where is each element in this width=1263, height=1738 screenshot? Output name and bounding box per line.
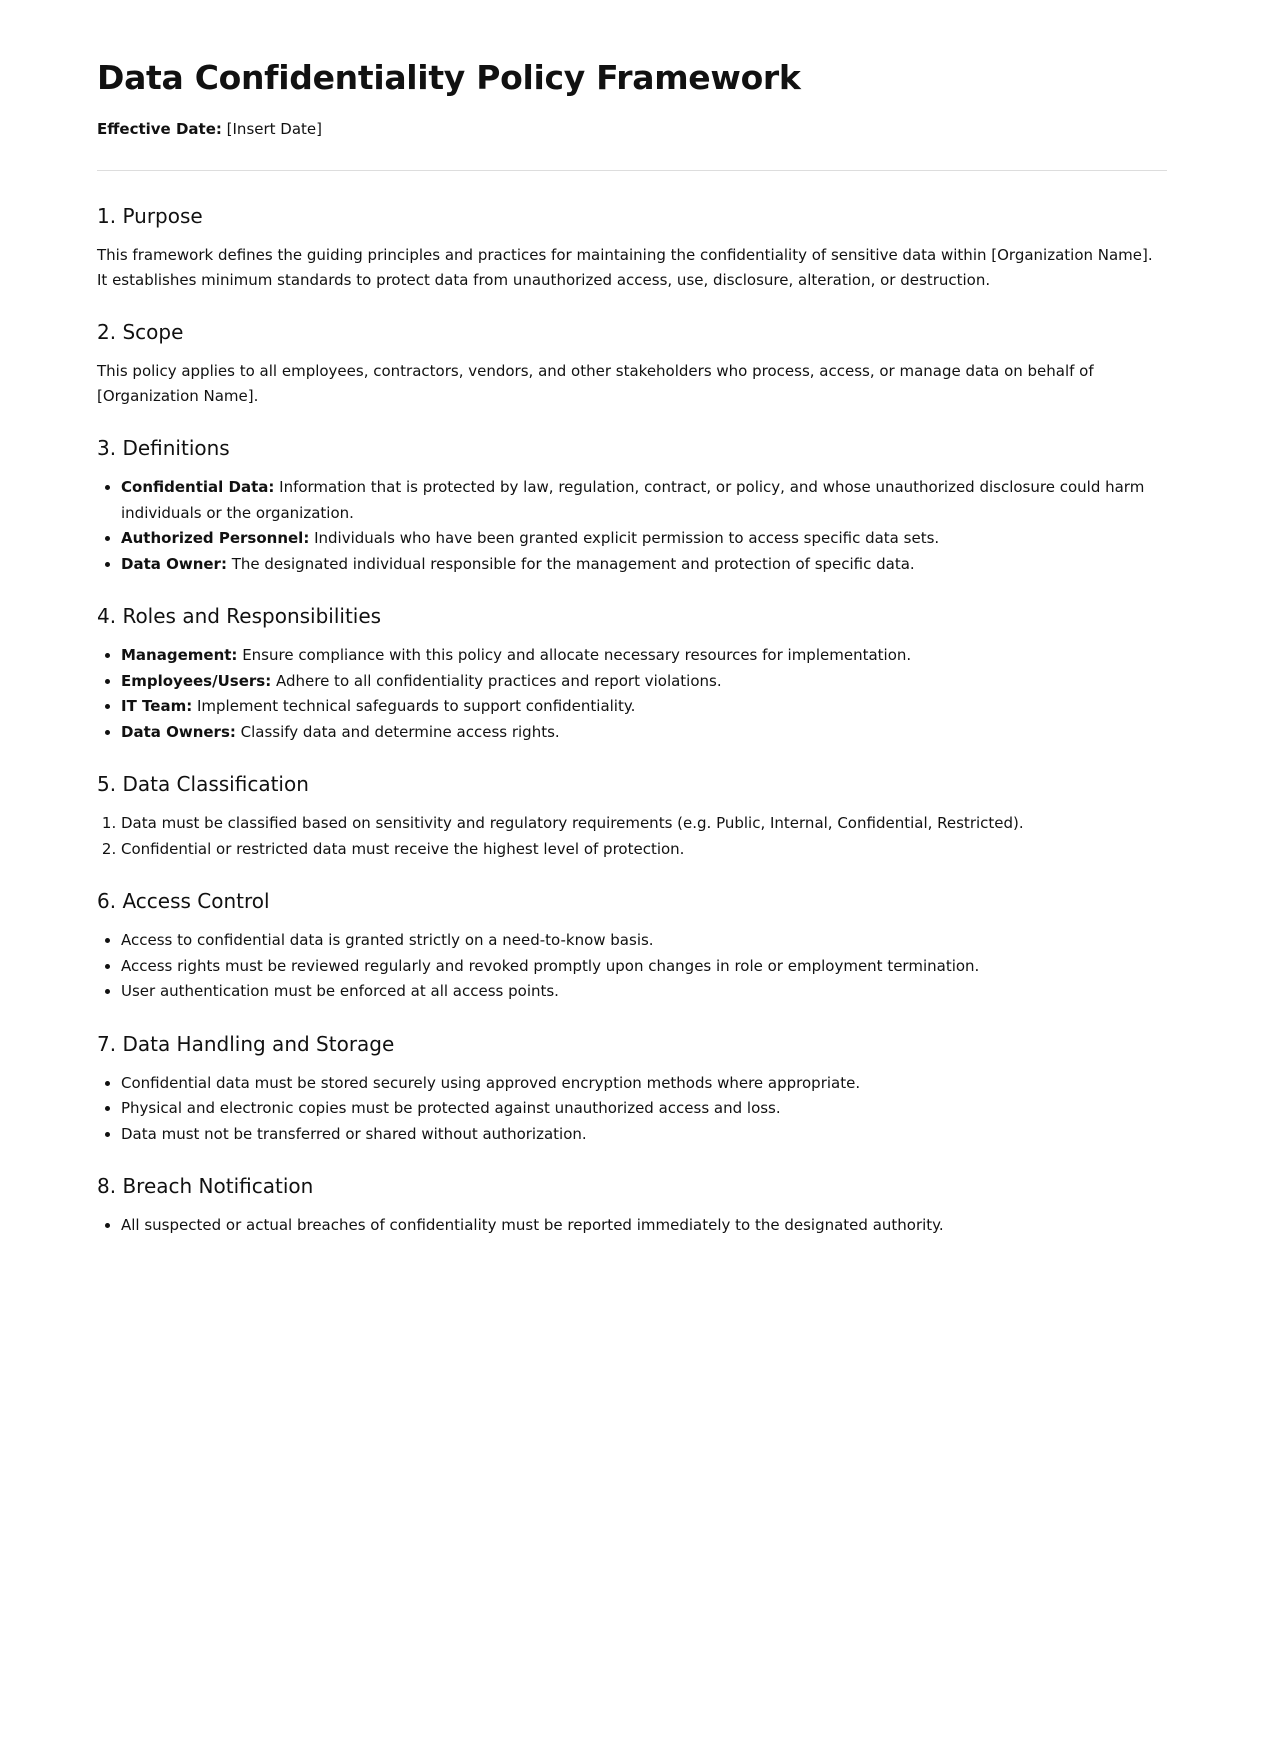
definition-term: Data Owner: bbox=[121, 554, 227, 573]
list-item: • Physical and electronic copies must be protected against unauthorized access and loss. bbox=[121, 1096, 1166, 1122]
section-heading: 8. Breach Notification bbox=[97, 1174, 314, 1199]
section-scope bbox=[97, 319, 1166, 409]
section-purpose bbox=[97, 203, 1166, 293]
section-breach-notification bbox=[97, 1173, 1166, 1239]
list-item bbox=[121, 643, 1166, 669]
definition-text: The designated individual responsible for the management and protection of specific data. bbox=[226, 554, 915, 573]
effective-date bbox=[97, 118, 1166, 141]
definitions-list bbox=[97, 475, 1166, 577]
section-heading: 5. Data Classification bbox=[97, 772, 309, 797]
list-item: 2. Confidential or restricted data must receive the highest level of protection. bbox=[121, 837, 1166, 863]
section-access-control bbox=[97, 888, 1166, 1005]
list-item bbox=[121, 526, 1166, 552]
list-item: • Access rights must be reviewed regularly and revoked promptly upon changes in role or employment termination. bbox=[121, 954, 1166, 980]
list-item: • All suspected or actual breaches of confidentiality must be reported immediately to the designated authority. bbox=[121, 1213, 1166, 1239]
data-handling-list bbox=[97, 1071, 1166, 1148]
role-term: IT Team: bbox=[121, 697, 193, 716]
role-term: Employees/Users: bbox=[121, 671, 272, 690]
classification-list bbox=[97, 811, 1166, 862]
role-text: Ensure compliance with this policy and allocate necessary resources for implementation. bbox=[237, 646, 912, 665]
list-item: • Access to confidential data is granted strictly on a need-to-know basis. bbox=[121, 928, 1166, 954]
definition-text: Information that is protected by law, regulation, contract, or policy, and whose unauthorized disclosure could harm individuals or the organization. bbox=[121, 478, 1145, 522]
role-text: Classify data and determine access rights. bbox=[235, 722, 560, 741]
section-roles bbox=[97, 603, 1166, 745]
list-item bbox=[121, 694, 1166, 720]
access-control-list bbox=[97, 928, 1166, 1005]
section-heading: 7. Data Handling and Storage bbox=[97, 1031, 395, 1056]
section-data-classification bbox=[97, 771, 1166, 862]
role-term: Data Owners: bbox=[121, 722, 236, 741]
section-paragraph: This policy applies to all employees, contractors, vendors, and other stakeholders who process, access, or manage data on behalf of [Organization Name]. bbox=[97, 362, 1094, 406]
role-text: Adhere to all confidentiality practices and report violations. bbox=[271, 671, 722, 690]
list-item: • Confidential data must be stored securely using approved encryption methods where appropriate. bbox=[121, 1071, 1166, 1097]
section-definitions bbox=[97, 435, 1166, 577]
definition-term: Confidential Data: bbox=[121, 478, 275, 497]
list-item bbox=[121, 475, 1166, 526]
page-title: Data Confidentiality Policy Framework bbox=[97, 58, 801, 97]
effective-date-label: Effective Date: bbox=[97, 119, 222, 138]
section-heading: 2. Scope bbox=[97, 320, 184, 345]
definition-term: Authorized Personnel: bbox=[121, 529, 310, 548]
section-data-handling bbox=[97, 1031, 1166, 1148]
section-paragraph: This framework defines the guiding principles and practices for maintaining the confidentiality of sensitive data within [Organization Name]. It establishes minimum standards to protect data from unauthorized access, use, disclosure, alteration, or destruction. bbox=[97, 246, 1153, 290]
section-heading: 6. Access Control bbox=[97, 889, 270, 914]
list-item bbox=[121, 720, 1166, 746]
effective-date-value: [Insert Date] bbox=[226, 119, 323, 138]
role-text: Implement technical safeguards to support confidentiality. bbox=[192, 697, 636, 716]
list-item bbox=[121, 669, 1166, 695]
section-heading: 1. Purpose bbox=[97, 204, 203, 229]
role-term: Management: bbox=[121, 646, 238, 665]
list-item bbox=[121, 552, 1166, 578]
list-item: • User authentication must be enforced at all access points. bbox=[121, 979, 1166, 1005]
definition-text: Individuals who have been granted explicit permission to access specific data sets. bbox=[309, 529, 940, 548]
list-item: 1. Data must be classified based on sensitivity and regulatory requirements (e.g. Public, Internal, Confidential, Restricted). bbox=[121, 811, 1166, 837]
list-item: • Data must not be transferred or shared without authorization. bbox=[121, 1122, 1166, 1148]
section-heading: 4. Roles and Responsibilities bbox=[97, 604, 382, 629]
section-heading: 3. Definitions bbox=[97, 436, 230, 461]
divider bbox=[97, 170, 1167, 171]
breach-notification-list bbox=[97, 1213, 1166, 1239]
roles-list bbox=[97, 643, 1166, 745]
